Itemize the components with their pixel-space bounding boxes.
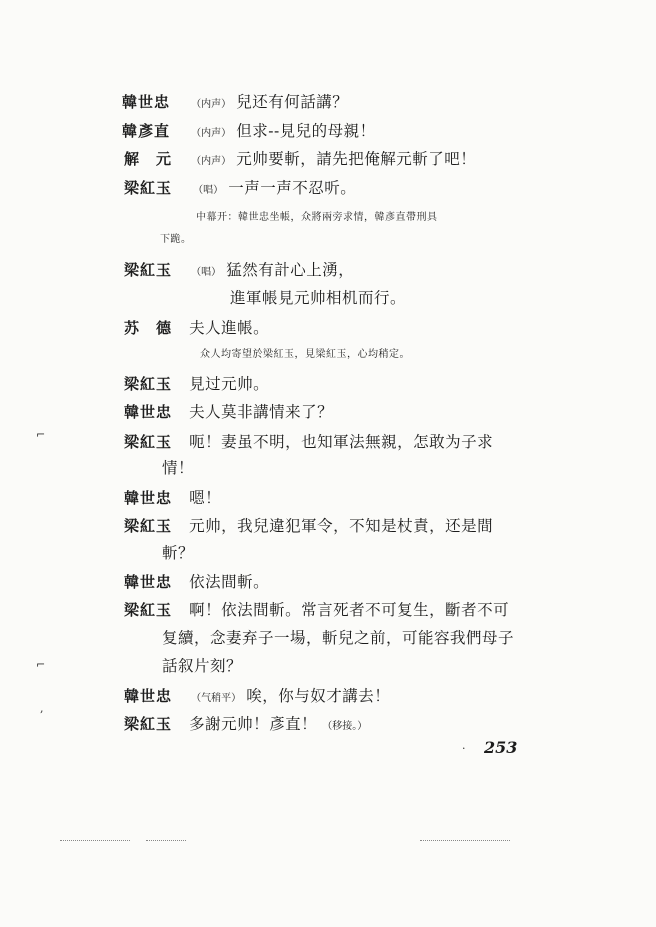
dialogue-text: 夫人莫非講情来了？ [189, 403, 334, 421]
dialogue-line [124, 430, 493, 452]
dialogue-line [124, 176, 356, 198]
speaker-name: 韓世忠 [124, 489, 173, 507]
dialogue-text: 猛然有計心上湧， [226, 261, 355, 279]
margin-dot: · [462, 742, 466, 755]
dialogue-text: 見过元帅。 [189, 375, 270, 393]
dialogue-text: 但求--見兒的母親！ [236, 122, 376, 140]
scan-artifact [420, 840, 510, 843]
dialogue-line [122, 90, 348, 112]
stage-direction: （内声） [191, 99, 232, 110]
speaker-name: 苏 德 [124, 319, 173, 337]
speaker-name: 梁紅玉 [124, 517, 173, 535]
scan-artifact [146, 840, 186, 843]
speaker-name: 梁紅玉 [124, 375, 173, 393]
stage-direction: 下跪。 [160, 234, 192, 245]
speaker-name: 韓世忠 [124, 687, 173, 705]
stage-direction: 众人均寄望於梁紅玉，見梁紅玉，心均稍定。 [200, 349, 410, 360]
margin-mark: , [40, 702, 44, 715]
stage-direction: （内声） [191, 128, 232, 139]
dialogue-continuation: 复續，念妻弃子一場，斬兒之前，可能容我們母子 [162, 629, 515, 647]
dialogue-line [124, 372, 269, 394]
speaker-name: 韓彥直 [122, 122, 171, 140]
dialogue-line [124, 258, 354, 280]
speaker-name: 梁紅玉 [124, 179, 173, 197]
dialogue-text: 元帅，我兒違犯軍令，不知是杖責，还是間 [189, 517, 494, 535]
dialogue-continuation: 話叙片刻？ [162, 657, 243, 675]
speaker-name: 韓世忠 [122, 93, 171, 111]
stage-direction: （唱） [191, 267, 222, 278]
stage-direction: （内声） [191, 156, 232, 167]
speaker-name: 梁紅玉 [124, 261, 173, 279]
speaker-name: 韓世忠 [124, 573, 173, 591]
dialogue-line [122, 119, 376, 141]
speaker-name: 韓世忠 [124, 403, 173, 421]
stage-direction: （唱） [193, 185, 224, 196]
dialogue-text: 呃！妻虽不明，也知軍法無親，怎敢为子求 [189, 433, 494, 451]
speaker-name: 梁紅玉 [124, 433, 173, 451]
dialogue-line [124, 147, 476, 169]
dialogue-line [124, 712, 367, 734]
speaker-name: 梁紅玉 [124, 715, 173, 733]
dialogue-text: 嗯！ [189, 489, 222, 507]
dialogue-line [124, 598, 509, 620]
dialogue-line [124, 400, 333, 422]
dialogue-text: 夫人進帳。 [189, 319, 270, 337]
lyric-continuation: 進軍帳見元帅相机而行。 [230, 289, 407, 307]
scan-artifact [60, 840, 130, 843]
stage-direction: 中幕开：韓世忠坐帳，众將兩旁求情，韓彥直帶刑具 [196, 212, 438, 223]
speaker-name: 梁紅玉 [124, 601, 173, 619]
dialogue-continuation: 斬？ [162, 544, 195, 562]
stage-direction: （移接。） [322, 721, 368, 732]
dialogue-line [124, 684, 390, 706]
dialogue-line [124, 486, 221, 508]
dialogue-text: 依法間斬。 [189, 573, 270, 591]
margin-mark: ⌐ [36, 658, 46, 671]
dialogue-text: 一声一声不忍听。 [228, 179, 357, 197]
dialogue-text: 多謝元帅！彥直！ [189, 715, 318, 733]
dialogue-text: 唉，你与奴才講去！ [246, 687, 391, 705]
dialogue-line [124, 316, 269, 338]
stage-direction: （气稍平） [191, 693, 242, 704]
speaker-name: 解 元 [124, 150, 173, 168]
dialogue-continuation: 情！ [162, 459, 195, 477]
dialogue-line [124, 570, 269, 592]
dialogue-text: 啊！依法間斬。常言死者不可复生，斷者不可 [189, 601, 510, 619]
dialogue-line [124, 514, 493, 536]
page-number: 253 [484, 738, 518, 757]
margin-mark: ⌐ [36, 428, 46, 441]
dialogue-text: 兒还有何話講？ [236, 93, 349, 111]
dialogue-text: 元帅要斬，請先把俺解元斬了吧！ [236, 150, 477, 168]
